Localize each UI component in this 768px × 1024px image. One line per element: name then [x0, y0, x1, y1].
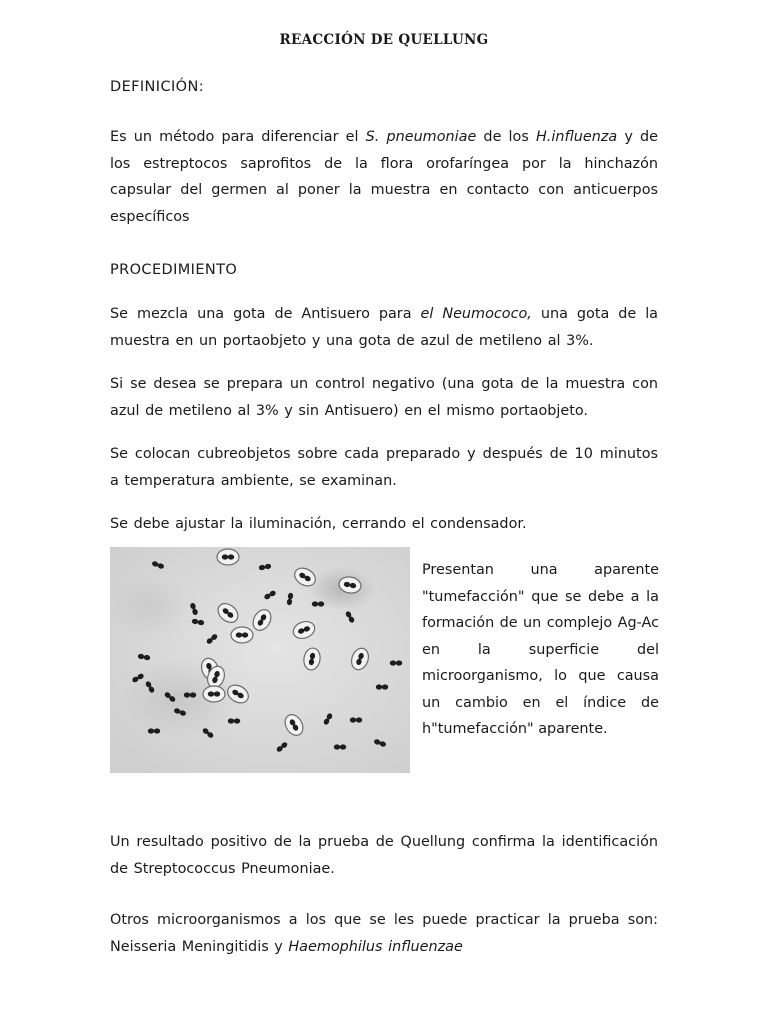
procedimiento-paragraph-3: Se colocan cubreobjetos sobre cada preparado y después de 10 minutos a temperatura ambiente, se examinan.: [110, 446, 658, 489]
procedimiento-paragraph-4: Se debe ajustar la iluminación, cerrando el condensador.: [110, 516, 527, 532]
organism-h-influenza: H.influenza: [535, 129, 618, 145]
diplococcus: [231, 627, 253, 643]
page-title: REACCIÓN DE QUELLUNG: [279, 32, 489, 48]
definicion-paragraph: [110, 124, 658, 230]
definicion-heading: DEFINICIÓN:: [110, 79, 205, 95]
figure-side-text: [422, 557, 659, 743]
organism-haemophilus: Haemophilus influenzae: [288, 938, 463, 955]
procedimiento-paragraph-1: [110, 301, 658, 354]
procedimiento-paragraph-2: Si se desea se prepara un control negativo (una gota de la muestra con azul de metileno al 3% y sin Antisuero) en el mismo portaobjeto.: [110, 376, 658, 419]
definicion-text-3: y de los estreptocos saprofitos de la flora orofaríngea por la hinchazón capsular del germen al poner la muestra en contacto con anticuerpos específicos: [110, 129, 658, 225]
definicion-text-1: Es un método para diferenciar el: [110, 129, 366, 145]
otros-paragraph: [110, 907, 658, 960]
resultado-paragraph: Un resultado positivo de la prueba de Quellung confirma la identificación de Streptococcus Pneumoniae.: [110, 834, 658, 877]
side-text-body: Presentan una aparente "tumefacción" que se debe a la formación de un complejo Ag-Ac en la superficie del microorganismo, lo que causa un cambio en el índice de: [422, 562, 659, 711]
organism-s-pneumoniae: S. pneumoniae: [365, 129, 477, 145]
diplococcus: [203, 686, 225, 702]
otros-text: Otros microorganismos a los que se les puede practicar la prueba son: Neisseria Meningitidis y: [110, 912, 658, 955]
p1-em: el Neumococo,: [420, 306, 532, 322]
quellung-micrograph: [110, 547, 410, 773]
side-text-last-line: h"tumefacción" aparente.: [422, 721, 608, 737]
procedimiento-heading: PROCEDIMIENTO: [110, 262, 238, 278]
definicion-text-2: de los: [476, 129, 536, 145]
diplococcus: [217, 549, 239, 565]
p1-text-a: Se mezcla una gota de Antisuero para: [110, 306, 421, 322]
micrograph-image: [110, 547, 410, 773]
p1-text-b: una gota de la muestra en un portaobjeto y una gota de azul de metileno al 3%.: [110, 306, 659, 349]
